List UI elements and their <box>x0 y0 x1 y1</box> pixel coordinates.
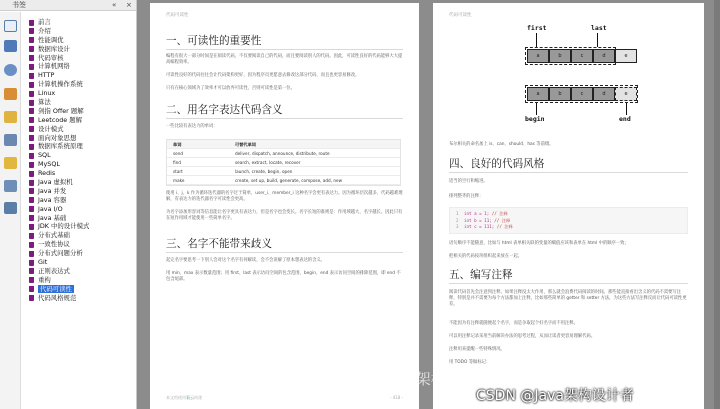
heading-code-style: 四、良好的代码风格 <box>449 158 545 170</box>
bookmark-item[interactable] <box>22 205 136 214</box>
paragraph: 起完名字要思考一下别人会对这个名字有何解读，会不会误解了原本想表达的含义。 <box>166 258 325 263</box>
bookmark-icon <box>29 55 34 61</box>
bookmark-icon <box>29 153 34 159</box>
bookmark-icon <box>29 108 34 114</box>
bookmark-item[interactable] <box>22 45 136 54</box>
bookmark-label: 设计模式 <box>38 124 64 133</box>
diagram-cell: d <box>593 49 615 63</box>
bookmark-icon <box>29 260 34 266</box>
table-cell: start <box>173 169 183 174</box>
bookmark-icon <box>29 242 34 248</box>
bookmark-icon <box>29 162 34 168</box>
bookmarks-panel-header <box>0 0 136 11</box>
diagram-cell: b <box>549 87 571 101</box>
bookmark-label: Java 基础 <box>38 213 67 222</box>
bookmark-label: 数据库设计 <box>38 44 70 53</box>
bookmark-item[interactable] <box>22 116 136 125</box>
bookmark-icon <box>29 73 34 79</box>
bookmark-icon <box>29 28 34 34</box>
code-comment: // 注释 <box>491 211 508 216</box>
bookmark-list <box>22 18 136 409</box>
bookmark-item[interactable] <box>22 249 136 258</box>
bookmark-item[interactable] <box>22 89 136 98</box>
bookmark-icon <box>29 126 34 132</box>
bookmarks-panel-title: 书签 <box>12 1 26 9</box>
comments-icon[interactable] <box>4 111 17 123</box>
code-text: int b = 11; <box>464 217 492 223</box>
bookmark-item[interactable] <box>22 294 136 303</box>
code-text: int a = 1; <box>464 211 490 216</box>
bookmark-icon <box>29 277 34 283</box>
paragraph: 可以用注释记录采用当前解决办法的思考过程，从而让读者更容易理解代码。 <box>449 334 596 339</box>
bookmark-label: 面向对象思想 <box>38 133 77 142</box>
heading-divider <box>449 283 688 284</box>
paragraph: 只有在核心领域为了效率才可以放弃可读性，否则可读性是第一位。 <box>166 86 295 91</box>
bookmark-item[interactable] <box>22 276 136 285</box>
bookmark-item[interactable] <box>22 231 136 240</box>
pdf-page-418 <box>150 3 419 409</box>
bookmark-icon <box>29 91 34 97</box>
bookmark-item[interactable] <box>22 178 136 187</box>
bookmark-item[interactable] <box>22 258 136 267</box>
bookmark-icon <box>29 224 34 230</box>
table-header-row <box>167 140 400 149</box>
collapse-panel-button[interactable]: « <box>112 1 117 9</box>
bookmark-label: HTTP <box>38 71 55 80</box>
document-viewer[interactable] <box>138 0 720 409</box>
diagram-cell: c <box>571 49 593 63</box>
bookmark-icon <box>29 251 34 257</box>
bookmark-icon <box>29 171 34 177</box>
code-line <box>456 224 681 231</box>
diagram-cell: b <box>549 49 571 63</box>
bookmark-label: 介绍 <box>38 26 51 35</box>
bookmark-item[interactable] <box>22 107 136 116</box>
bookmark-icon <box>29 188 34 194</box>
csdn-watermark: CSDN @Java架构设计者 <box>476 388 634 404</box>
bookmark-item[interactable] <box>22 36 136 45</box>
bookmark-label: Leetcode 题解 <box>38 115 83 124</box>
sidebar-tool-rail <box>0 12 21 409</box>
table-cell: deliver, dispatch, announce, distribute, route <box>235 151 330 156</box>
bookmark-label: 代码可读性 <box>40 284 72 293</box>
bookmark-icon <box>29 20 34 26</box>
bookmark-item[interactable] <box>22 18 136 27</box>
page-thumbnails-icon[interactable] <box>4 20 17 32</box>
search-icon[interactable] <box>4 202 17 214</box>
paragraph: 适当的空行和缩进。 <box>449 179 488 184</box>
page-header: 代码可读性 <box>166 13 189 18</box>
heading-divider <box>166 118 403 119</box>
bookmark-label: 计算机操作系统 <box>38 80 83 89</box>
page-header: 代码可读性 <box>449 13 472 18</box>
bookmark-label: 代码风格规范 <box>38 293 77 302</box>
bookmark-icon <box>29 268 34 274</box>
line-number: 3 <box>456 224 459 229</box>
bookmark-item[interactable] <box>22 142 136 151</box>
layers-icon[interactable] <box>4 64 17 76</box>
bookmark-label: SQL <box>38 151 51 160</box>
table-header-cell: 可替代单词 <box>235 142 256 147</box>
paragraph: 用 TODO 等做标记： <box>449 360 491 365</box>
bookmark-label: 前言 <box>38 18 51 26</box>
zhihu-watermark: 知乎 @JAVA架构师小乐 <box>333 370 491 388</box>
arrow-end <box>626 103 627 115</box>
bookmark-label: 剑指 Offer 题解 <box>38 106 84 115</box>
bookmark-label: Java 虚拟机 <box>38 178 73 187</box>
bookmark-item[interactable] <box>22 267 136 276</box>
bookmark-label: 算法 <box>38 98 51 107</box>
bookmark-label: 重构 <box>38 275 51 284</box>
bookmark-label: JDK 中的设计模式 <box>38 222 90 231</box>
bookmark-icon <box>29 144 34 150</box>
bookmark-label: 正则表达式 <box>38 266 70 275</box>
diagram-cell: a <box>527 49 549 63</box>
paragraph: 用 min、max 表示数量范围；用 first、last 表示访问空间的包含范围，begin、end 表示访问空间的排除范围，即 end 不包含尾部。 <box>166 271 401 282</box>
heading-divider <box>449 172 688 173</box>
bookmark-icon <box>29 37 34 43</box>
bookmark-label: Redis <box>38 169 56 178</box>
bookmark-item[interactable] <box>22 285 136 294</box>
bookmark-label: 性能调优 <box>38 35 64 44</box>
paragraph: 把相关的代码按块组织起来放在一起。 <box>449 254 523 259</box>
heading-divider <box>166 49 403 50</box>
arrow-first <box>536 33 537 47</box>
bookmark-item[interactable] <box>22 71 136 80</box>
table-cell: make <box>173 178 185 183</box>
bookmarks-icon[interactable] <box>4 40 17 52</box>
bookmark-item[interactable] <box>22 196 136 205</box>
bookmark-item[interactable] <box>22 27 136 36</box>
pdf-page-419 <box>433 3 704 409</box>
bookmark-label: 分布式基础 <box>38 231 70 240</box>
paragraph: 注释用来提醒一些特殊情况。 <box>449 347 505 352</box>
paragraph: 可读性良好的代码往往会让代码架构更好，因为程序员更愿意去修改这部分代码，而且也更容易修改。 <box>166 73 360 78</box>
heading-naming: 二、用名字表达代码含义 <box>166 104 283 116</box>
paragraph: 不能因为有注释就随便起个名字，而是争取起个好名字而不用注释。 <box>449 321 578 326</box>
code-text: int c = 111; <box>464 224 495 229</box>
table-body <box>167 149 400 185</box>
viewer-scrollbar[interactable] <box>714 0 720 409</box>
table-cell: search, extract, locate, recover <box>235 160 301 165</box>
bookmark-icon <box>29 117 34 123</box>
line-number: 1 <box>456 211 459 216</box>
bookmark-item[interactable] <box>22 80 136 89</box>
code-comment: // 注释 <box>494 217 511 223</box>
bookmark-label: 计算机网络 <box>38 62 70 71</box>
bookmark-label: 数据库系统原理 <box>38 142 83 151</box>
table-header-cell: 单词 <box>173 142 182 147</box>
code-block <box>449 207 688 234</box>
bookmark-icon <box>29 64 34 70</box>
table-row <box>167 158 400 167</box>
footer-text: 本文档使用 <box>166 395 186 400</box>
attachments-icon[interactable] <box>4 88 17 100</box>
diagram-label-begin: begin <box>525 115 545 123</box>
link-icon[interactable] <box>4 134 17 146</box>
bookmark-icon <box>29 206 34 212</box>
diagram-cell: e <box>615 87 637 101</box>
diagram-label-end: end <box>619 115 631 123</box>
paragraph: 使用 i、j、k 作为循环迭代器的名字过于简单，user_i、member_i 这种名字会更有表达力。因为循环层次越多，代码越难理解，有表达力的迭代器名字可读性会更高。 <box>166 191 403 202</box>
table-cell: launch, create, begin, open <box>235 169 293 174</box>
bookmark-icon <box>29 100 34 106</box>
bookmarks-panel <box>0 0 137 409</box>
diagram-label-first: first <box>527 24 547 32</box>
diagram-cell: d <box>593 87 615 101</box>
bookmark-label: Java 并发 <box>38 186 67 195</box>
bookmark-item[interactable] <box>22 187 136 196</box>
bookmark-icon <box>29 46 34 52</box>
diagram-cell: a <box>527 87 549 101</box>
bookmark-icon <box>29 295 34 301</box>
footer-text: 构建 <box>194 395 202 400</box>
line-number: 2 <box>456 217 459 223</box>
paragraph: 排列整齐的注释： <box>449 194 484 199</box>
code-comment: // 注释 <box>496 224 513 229</box>
table-row <box>167 167 400 176</box>
bookmark-label: 一致性协议 <box>38 240 70 249</box>
bookmark-icon <box>29 197 34 203</box>
bookmark-label: MySQL <box>38 160 60 169</box>
bookmark-icon <box>29 180 34 186</box>
bookmark-item[interactable] <box>22 151 136 160</box>
table-row <box>167 149 400 158</box>
close-panel-button[interactable]: × <box>126 1 132 9</box>
bookmark-item[interactable] <box>22 98 136 107</box>
lock-icon[interactable] <box>4 157 17 169</box>
footer-brand-link[interactable]: 看云 <box>186 395 194 400</box>
bookmark-item[interactable] <box>22 240 136 249</box>
bookmark-label: Linux <box>38 89 56 98</box>
paragraph: 阅读代码首先会注意到注释，如果注释没太大作用，那么就会浪费代码阅读的时间。那些能直接看出含义的代码不需要写注释，特别是并不需要为每个方法都加上注释，比如那些简单的 getter 和 setter 方法，为这些方法写注释反而让代码可读性更差。 <box>449 290 687 307</box>
word-table <box>166 139 401 186</box>
paragraph: 为名字添加形容词等信息能让名字更具有表达力，但是名字也会变长。名字长短的准则是：作用域越大，名字越长。因此只有在短作用域才能使用一些简单名字。 <box>166 210 403 221</box>
bookmark-icon <box>29 135 34 141</box>
table-cell: find <box>173 160 181 165</box>
diagram-cell: c <box>571 87 593 101</box>
bookmark-icon <box>29 215 34 221</box>
bookmark-icon <box>29 82 34 88</box>
bookmark-icon <box>29 286 34 292</box>
bookmark-label: Java I/O <box>38 204 63 213</box>
table-row <box>167 176 400 185</box>
paragraph: 编程有很大一部分时间是在阅读代码，不仅要阅读自己的代码，而且要阅读别人的代码。因此，可读性良好的代码能够大大提高编程效率。 <box>166 54 403 65</box>
arrow-last <box>597 33 598 47</box>
heading-divider <box>166 252 403 253</box>
bookmark-item[interactable] <box>22 125 136 134</box>
page-number: - 418 - <box>389 395 403 400</box>
paragraph: 语句顺序不能随意，比如与 html 表单相关联的变量的赋值应该和表单在 html 中的顺序一致； <box>449 241 629 246</box>
page-footer <box>166 395 403 401</box>
bookmark-icon <box>29 233 34 239</box>
heading-readability-importance: 一、可读性的重要性 <box>166 35 262 47</box>
heading-no-ambiguity: 三、名字不能带来歧义 <box>166 238 272 250</box>
bookmark-label: 分布式问题分析 <box>38 249 83 258</box>
table-cell: create, set up, build, generate, compose, add, new <box>235 178 343 183</box>
paragraph: 一些比较有表达力的单词： <box>166 124 218 129</box>
bookmark-label: Java 容器 <box>38 195 67 204</box>
arrow-begin <box>536 103 537 115</box>
heading-comments: 五、编写注释 <box>449 269 513 281</box>
signature-icon[interactable] <box>4 180 17 192</box>
diagram-cell: e <box>615 49 637 63</box>
table-cell: send <box>173 151 184 156</box>
bookmark-item[interactable] <box>22 62 136 71</box>
bookmark-item[interactable] <box>22 169 136 178</box>
diagram-label-last: last <box>591 24 607 32</box>
bookmark-item[interactable] <box>22 160 136 169</box>
bookmark-label: Git <box>38 258 48 267</box>
paragraph: 布尔相关的命名加上 is、can、should、has 等前缀。 <box>449 142 554 147</box>
bookmark-label: 代码审核 <box>38 53 64 62</box>
